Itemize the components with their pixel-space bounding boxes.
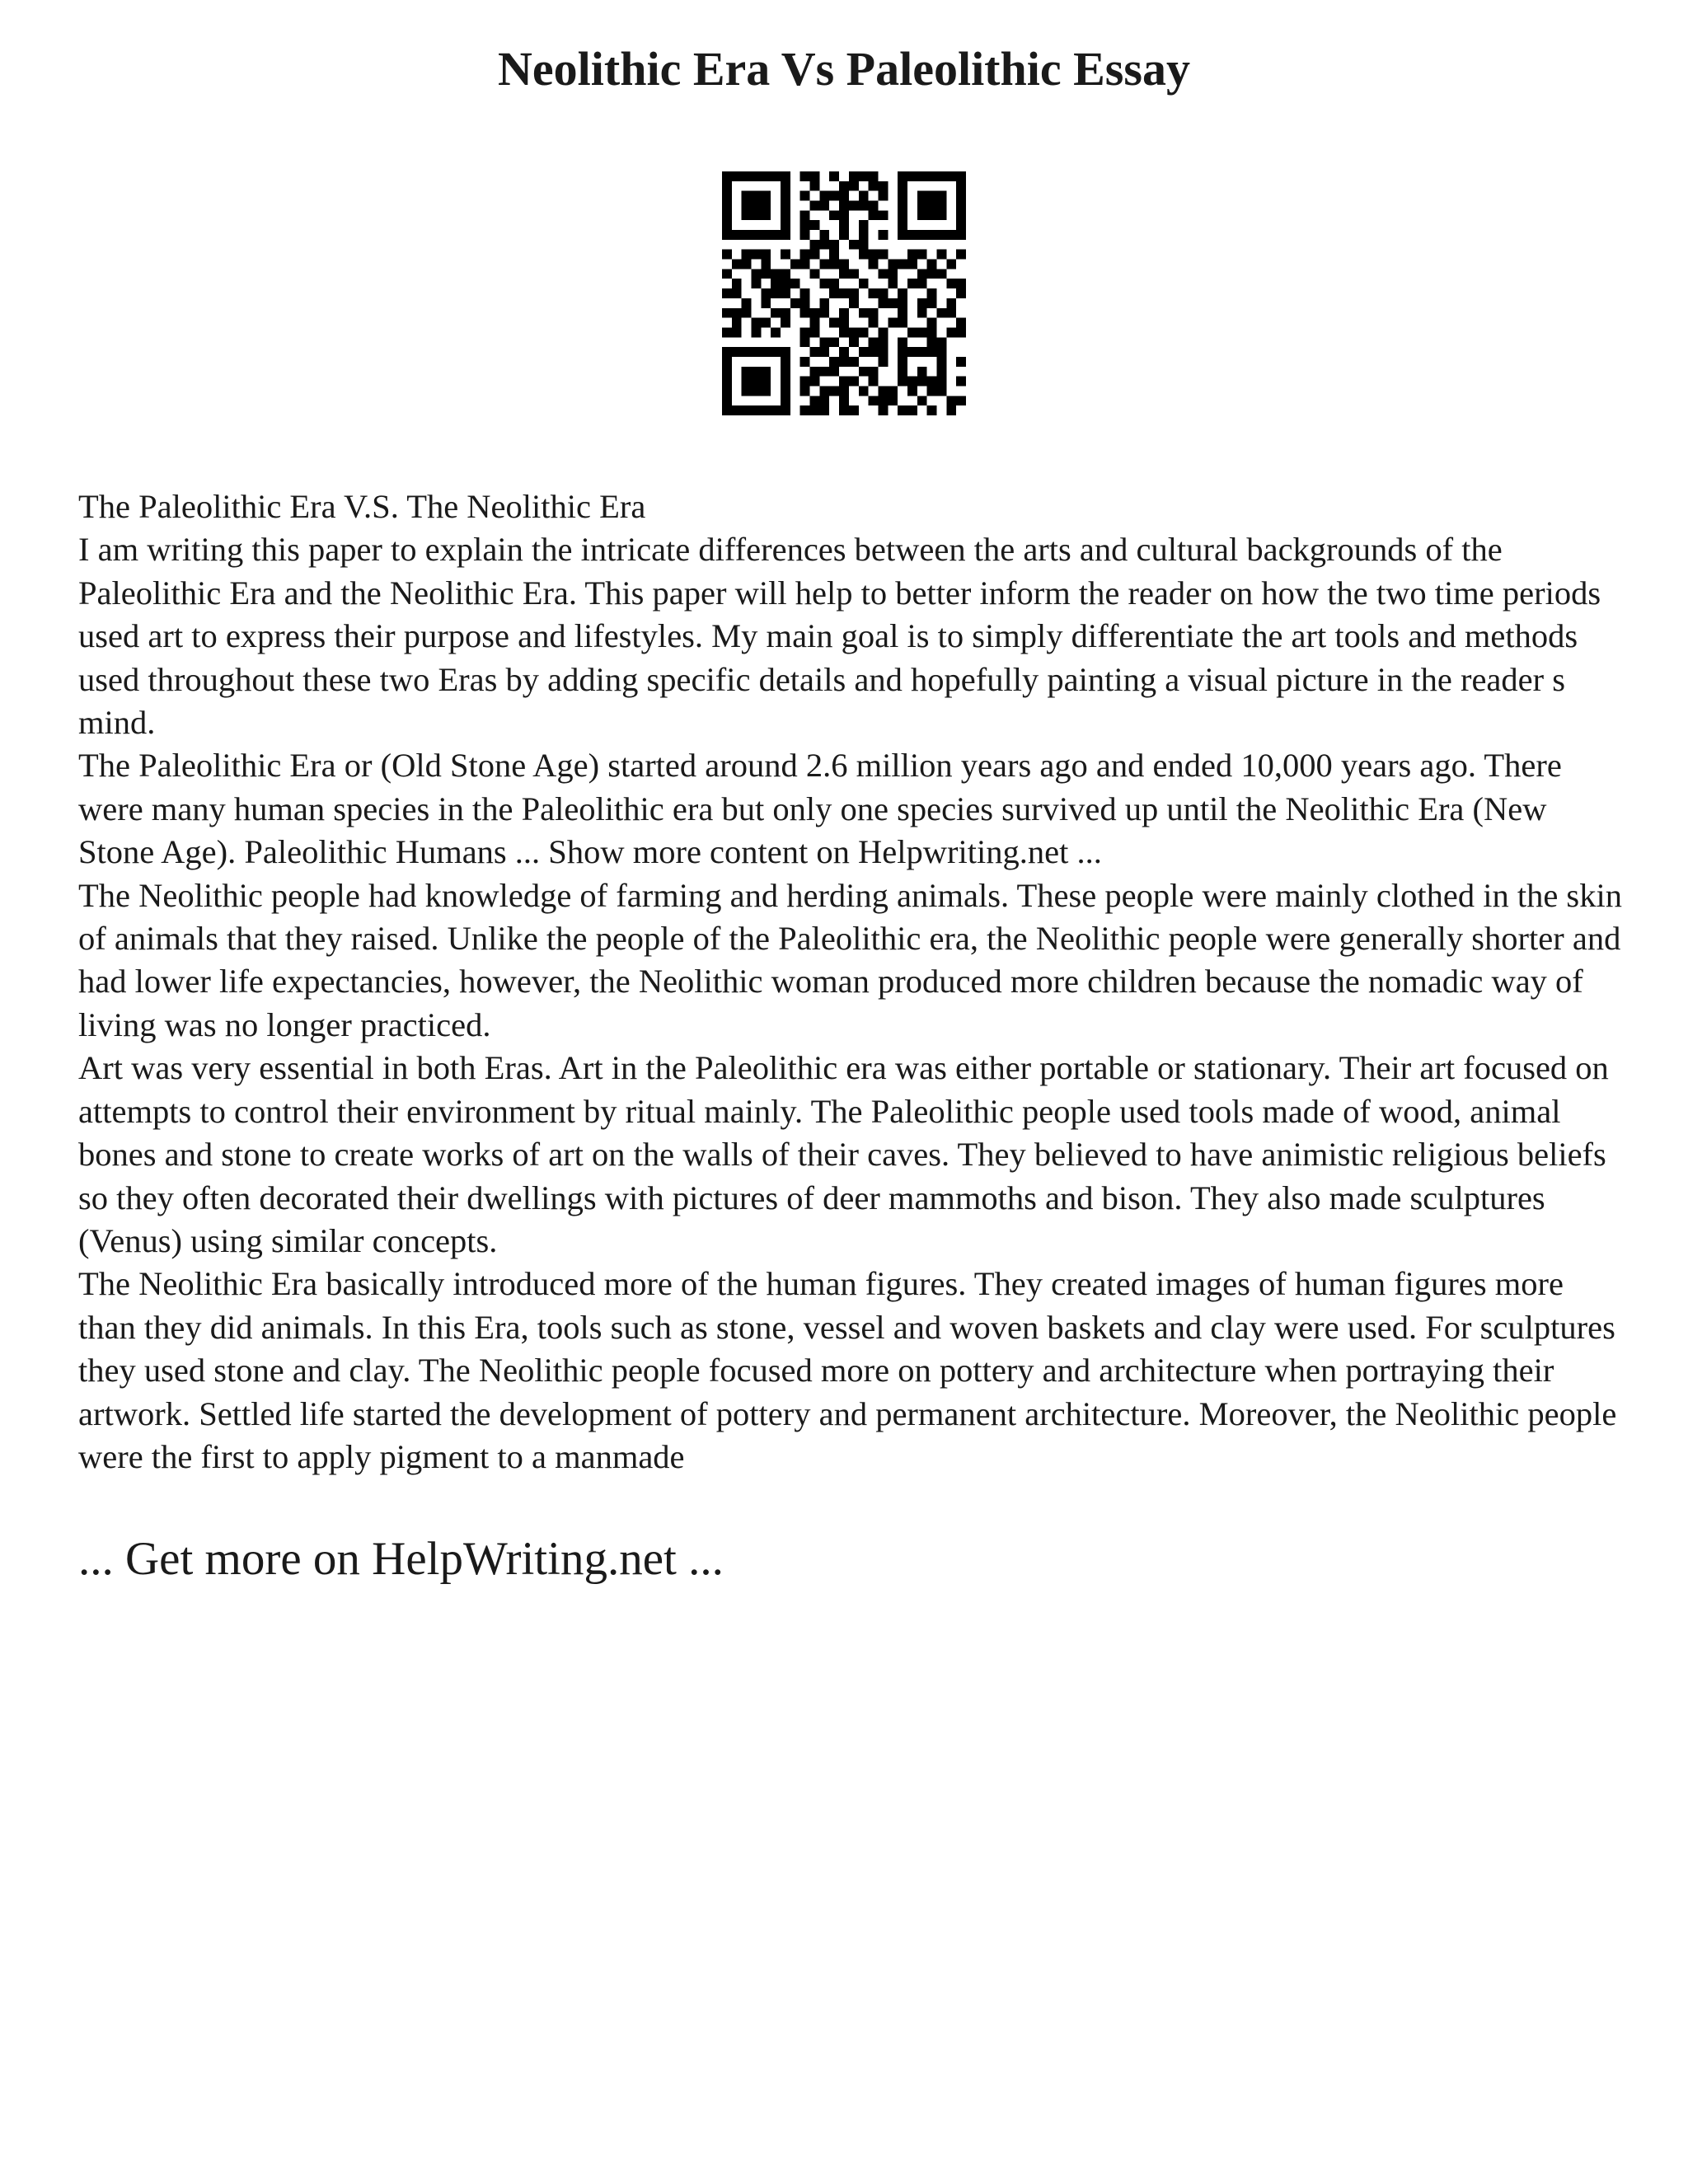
essay-paragraph: The Neolithic Era basically introduced more of the human figures. They created images of human figures more than they did animals. In this Era, tools such as stone, vessel and woven baskets and clay were used. For sculptures they used stone and clay. The Neolithic people focused more on pottery and architecture when portraying their artwork. Settled life started the development of pottery and permanent architecture. Moreover, the Neolithic people were the first to apply pigment to a manmade bbox=[78, 1265, 1617, 1475]
essay-paragraph: The Neolithic people had knowledge of farming and herding animals. These people were mainly clothed in the skin of animals that they raised. Unlike the people of the Paleolithic era, the Neolithic people were generally shorter and had lower life expectancies, however, the Neolithic woman produced more children because the nomadic way of living was no longer practiced. bbox=[78, 876, 1622, 1043]
document-title: Neolithic Era Vs Paleolithic Essay bbox=[498, 42, 1190, 96]
essay-subtitle: The Paleolithic Era V.S. The Neolithic Era bbox=[78, 488, 646, 525]
essay-paragraph: I am writing this paper to explain the intricate differences between the arts and cultural backgrounds of the Paleolithic Era and the Neolithic Era. This paper will help to better inform the reader on how the two time periods used art to express their purpose and lifestyles. My main goal is to simply differentiate the art tools and methods used throughout these two Eras by adding specific details and hopefully painting a visual picture in the reader s mind. bbox=[78, 531, 1601, 742]
essay-paragraph: Art was very essential in both Eras. Art in the Paleolithic era was either portable or stationary. Their art focused on attempts to control their environment by ritual mainly. The Paleolithic people used tools made of wood, animal bones and stone to create works of art on the walls of their caves. They believed to have animistic religious beliefs so they often decorated their dwellings with pictures of deer mammoths and bison. They also made sculptures (Venus) using similar concepts. bbox=[78, 1049, 1609, 1259]
qr-code-icon bbox=[722, 171, 966, 415]
essay-paragraph: The Paleolithic Era or (Old Stone Age) started around 2.6 million years ago and ended 10,000 years ago. There were many human species in the Paleolithic era but only one species survived up until the Neolithic Era (New Stone Age). Paleolithic Humans ... Show more content on Helpwriting.net ... bbox=[78, 747, 1562, 871]
essay-body bbox=[78, 485, 1628, 1479]
get-more-link[interactable]: ... Get more on HelpWriting.net ... bbox=[78, 1533, 724, 1585]
